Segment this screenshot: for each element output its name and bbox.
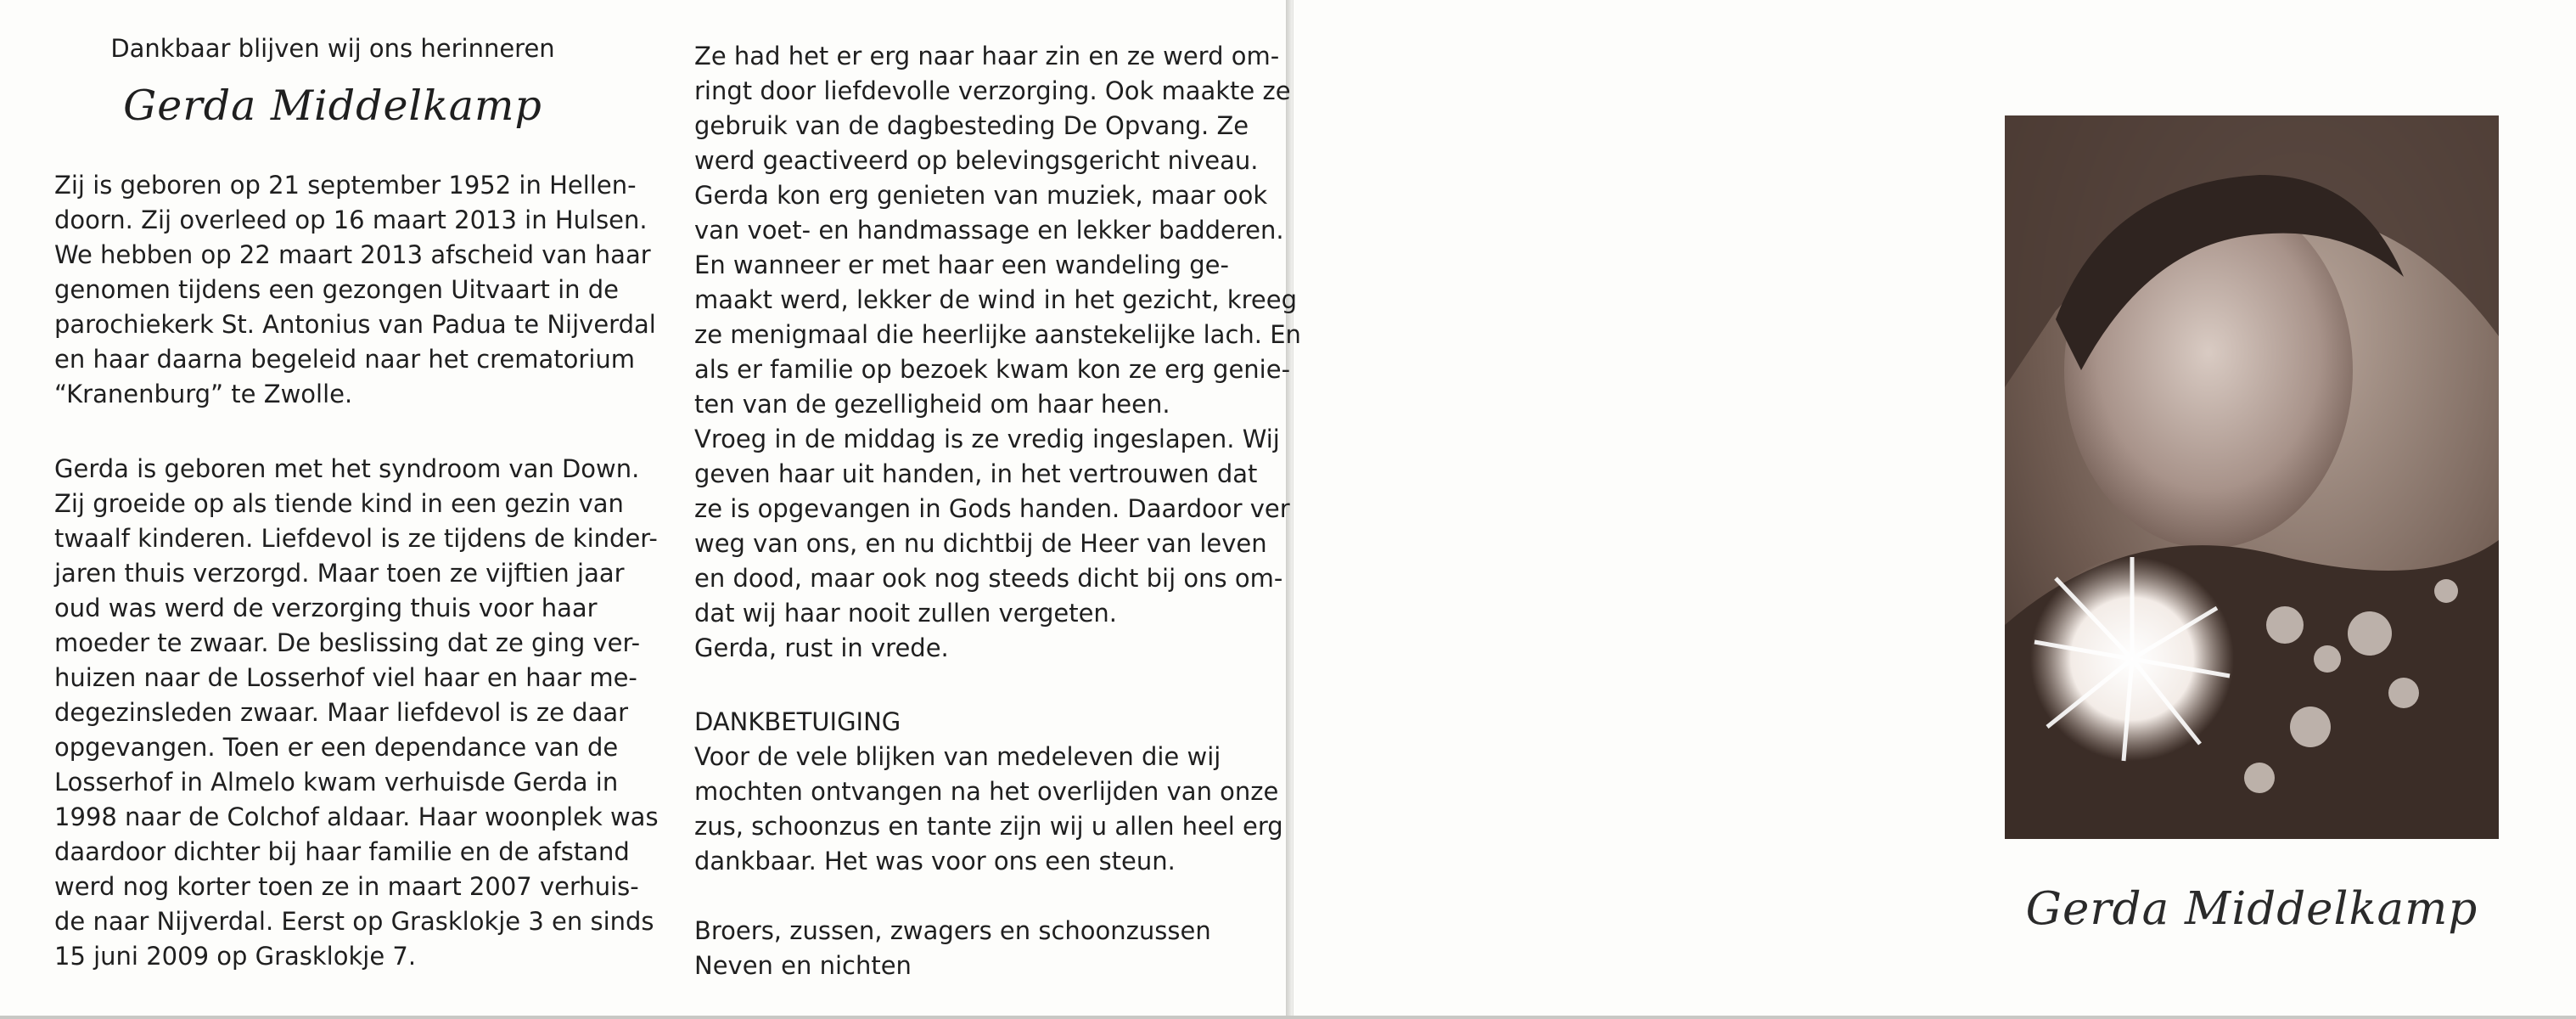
text-line: Neven en nichten (694, 951, 912, 980)
text-line: Broers, zussen, zwagers en schoonzussen (694, 916, 1211, 945)
text-line: daardoor dichter bij haar familie en de afstand (54, 837, 630, 866)
text-line: werd geactiveerd op belevingsgericht niveau. (694, 146, 1259, 175)
thanks-section (694, 705, 1283, 879)
text-line: Voor de vele blijken van medeleven die wij (694, 742, 1221, 771)
text-line: gebruik van de dagbesteding De Opvang. Ze (694, 111, 1249, 140)
text-line: ze menigmaal die heerlijke aanstekelijke lach. En (694, 320, 1301, 349)
text-line: “Kranenburg” te Zwolle. (54, 380, 353, 408)
continued-story-paragraph (694, 39, 1301, 666)
text-line: degezinsleden zwaar. Maar liefdevol is ze daar (54, 698, 629, 727)
text-line: de naar Nijverdal. Eerst op Grasklokje 3 en sinds (54, 907, 654, 936)
text-line: dat wij haar nooit zullen vergeten. (694, 599, 1118, 628)
text-line: Vroeg in de middag is ze vredig ingeslapen. Wij (694, 425, 1280, 453)
text-line: als er familie op bezoek kwam kon ze erg genie- (694, 355, 1291, 384)
photo-caption-name: Gerda Middelkamp (2025, 883, 2478, 935)
text-line: genomen tijdens een gezongen Uitvaart in de (54, 275, 620, 304)
text-line: zus, schoonzus en tante zijn wij u allen heel erg (694, 812, 1283, 841)
text-line: maakt werd, lekker de wind in het gezicht, kreeg (694, 285, 1297, 314)
text-line: oud was werd de verzorging thuis voor haar (54, 594, 598, 622)
text-line: Ze had het er erg naar haar zin en ze werd om- (694, 42, 1280, 70)
text-line: Losserhof in Almelo kwam verhuisde Gerda in (54, 768, 619, 797)
text-line: twaalf kinderen. Liefdevol is ze tijdens de kinder- (54, 524, 658, 553)
text-line: huizen naar de Losserhof viel haar en haar me- (54, 663, 637, 692)
life-story-paragraph (54, 452, 659, 974)
text-line: Gerda, rust in vrede. (694, 633, 949, 662)
text-line: weg van ons, en nu dichtbij de Heer van leven (694, 529, 1267, 558)
text-line: dankbaar. Het was voor ons een steun. (694, 847, 1176, 875)
text-line: We hebben op 22 maart 2013 afscheid van haar (54, 240, 651, 269)
text-line: van voet- en handmassage en lekker badderen. (694, 216, 1284, 245)
text-line: moeder te zwaar. De beslissing dat ze ging ver- (54, 628, 641, 657)
text-line: En wanneer er met haar een wandeling ge- (694, 251, 1229, 279)
text-line: parochiekerk St. Antonius van Padua te Nijverdal (54, 310, 656, 339)
biography-paragraph (54, 168, 656, 412)
text-line: Gerda kon erg genieten van muziek, maar ook (694, 181, 1268, 210)
memorial-photo (2005, 115, 2499, 839)
text-line: Zij is geboren op 21 september 1952 in Hellen- (54, 171, 637, 200)
text-line: Gerda is geboren met het syndroom van Down. (54, 454, 640, 483)
text-line: 15 juni 2009 op Grasklokje 7. (54, 942, 417, 971)
text-line: mochten ontvangen na het overlijden van onze (694, 777, 1279, 806)
text-line: jaren thuis verzorgd. Maar toen ze vijftien jaar (54, 559, 625, 588)
deceased-name-heading: Gerda Middelkamp (123, 82, 542, 130)
portrait-image (2005, 115, 2499, 839)
text-line: 1998 naar de Colchof aldaar. Haar woonplek was (54, 802, 659, 831)
text-line: werd nog korter toen ze in maart 2007 verhuis- (54, 872, 639, 901)
text-line: ten van de gezelligheid om haar heen. (694, 390, 1170, 419)
thanks-heading: DANKBETUIGING (694, 707, 901, 736)
text-line: doorn. Zij overleed op 16 maart 2013 in Hulsen. (54, 205, 648, 234)
intro-line: Dankbaar blijven wij ons herinneren (110, 34, 555, 63)
family-signature (694, 914, 1211, 983)
text-line: Zij groeide op als tiende kind in een gezin van (54, 489, 624, 518)
text-line: en haar daarna begeleid naar het crematorium (54, 345, 636, 374)
text-line: en dood, maar ook nog steeds dicht bij ons om- (694, 564, 1283, 593)
text-line: opgevangen. Toen er een dependance van de (54, 733, 619, 762)
text-line: ze is opgevangen in Gods handen. Daardoor ver (694, 494, 1290, 523)
scan-edge (0, 1016, 2576, 1019)
text-line: ringt door liefdevolle verzorging. Ook maakte ze (694, 76, 1291, 105)
text-line: geven haar uit handen, in het vertrouwen dat (694, 459, 1258, 488)
